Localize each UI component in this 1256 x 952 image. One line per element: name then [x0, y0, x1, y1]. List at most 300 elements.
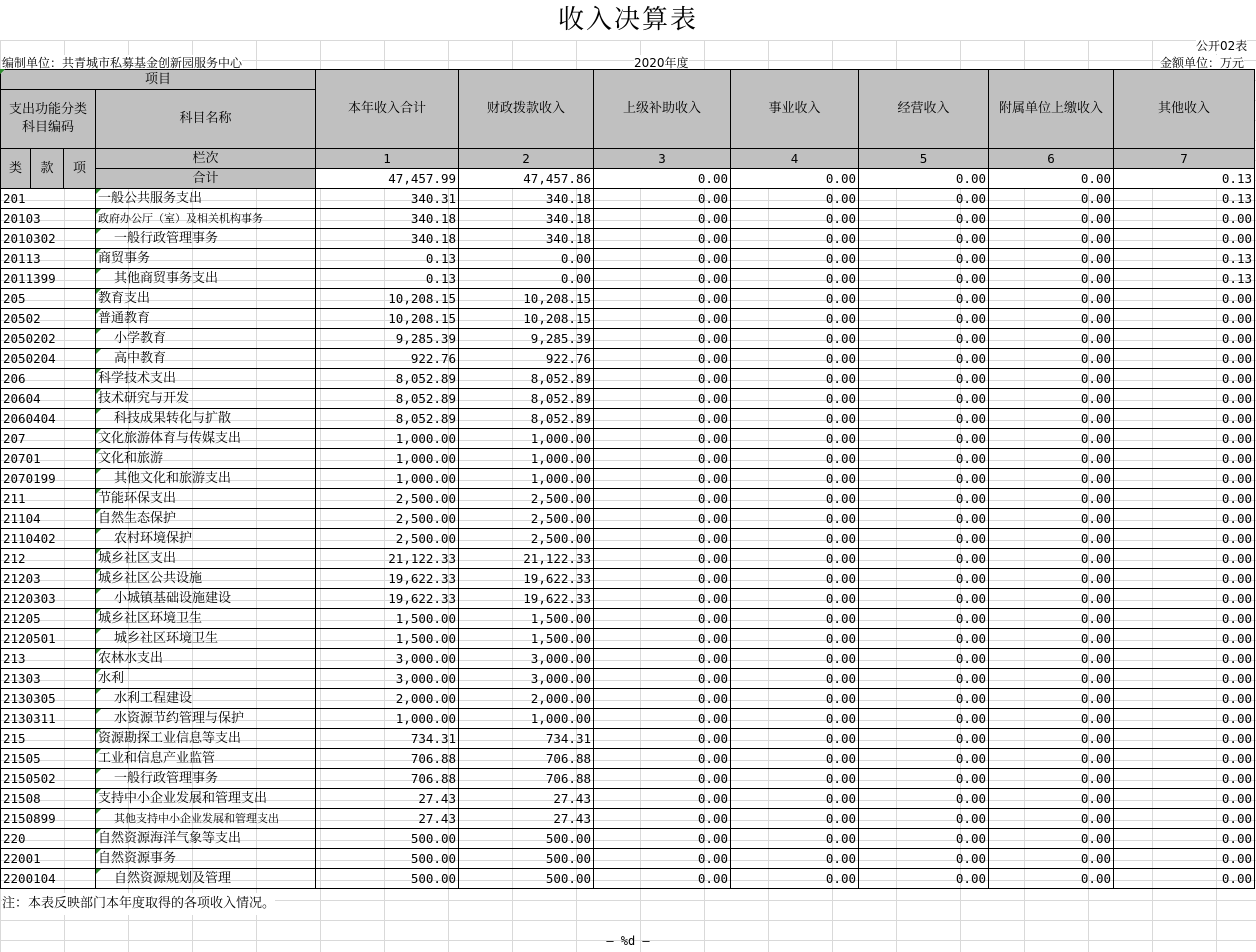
subject-code: 2120303	[1, 589, 96, 609]
amount-cell: 0.00	[731, 409, 859, 429]
subject-code: 20604	[1, 389, 96, 409]
amount-cell: 27.43	[316, 809, 459, 829]
subject-code: 2050202	[1, 329, 96, 349]
amount-cell: 8,052.89	[459, 369, 594, 389]
amount-cell: 0.00	[731, 229, 859, 249]
table-row	[1, 589, 1255, 609]
amount-cell: 0.00	[989, 809, 1114, 829]
amount-cell: 0.00	[594, 629, 731, 649]
amount-cell: 8,052.89	[316, 409, 459, 429]
subject-code: 2130311	[1, 709, 96, 729]
amount-cell: 0.00	[859, 349, 989, 369]
amount-cell: 0.00	[594, 589, 731, 609]
subject-name: 节能环保支出	[96, 489, 316, 509]
subject-name: 一般行政管理事务	[96, 229, 316, 249]
subject-code: 21303	[1, 669, 96, 689]
amount-cell: 0.00	[859, 649, 989, 669]
subject-name: 水利工程建设	[96, 689, 316, 709]
amount-cell: 2,500.00	[316, 529, 459, 549]
amount-cell: 0.00	[989, 709, 1114, 729]
table-row	[1, 429, 1255, 449]
compiling-unit: 编制单位：共青城市私募基金创新园服务中心	[2, 56, 243, 70]
col-num-5: 5	[859, 149, 989, 169]
amount-cell: 0.00	[1114, 849, 1255, 869]
amount-cell: 0.00	[1114, 289, 1255, 309]
amount-cell: 10,208.15	[459, 289, 594, 309]
amount-cell: 19,622.33	[459, 569, 594, 589]
amount-cell: 0.00	[989, 669, 1114, 689]
table-row	[1, 349, 1255, 369]
subject-code: 2150899	[1, 809, 96, 829]
table-row	[1, 709, 1255, 729]
amount-cell: 0.00	[594, 509, 731, 529]
amount-cell: 706.88	[316, 769, 459, 789]
amount-cell: 0.00	[731, 289, 859, 309]
amount-cell: 0.00	[1114, 349, 1255, 369]
subject-code: 215	[1, 729, 96, 749]
amount-cell: 0.00	[731, 849, 859, 869]
amount-cell: 340.18	[316, 229, 459, 249]
subject-code: 2070199	[1, 469, 96, 489]
table-row	[1, 769, 1255, 789]
amount-cell: 0.00	[1114, 649, 1255, 669]
amount-cell: 0.00	[859, 469, 989, 489]
amount-cell: 0.00	[989, 849, 1114, 869]
amount-cell: 0.00	[594, 729, 731, 749]
subject-name: 自然生态保护	[96, 509, 316, 529]
header-kuan: 款	[31, 149, 64, 189]
table-row	[1, 409, 1255, 429]
amount-cell: 0.00	[594, 549, 731, 569]
subject-code: 2200104	[1, 869, 96, 889]
amount-cell: 500.00	[316, 849, 459, 869]
amount-cell: 19,622.33	[459, 589, 594, 609]
amount-cell: 0.00	[989, 629, 1114, 649]
amount-cell: 0.00	[859, 489, 989, 509]
amount-cell: 0.00	[594, 229, 731, 249]
amount-cell: 0.00	[731, 629, 859, 649]
amount-cell: 0.00	[859, 369, 989, 389]
amount-cell: 0.00	[859, 589, 989, 609]
subject-name: 文化旅游体育与传媒支出	[96, 429, 316, 449]
amount-cell: 0.00	[1114, 389, 1255, 409]
amount-cell: 0.00	[989, 829, 1114, 849]
amount-cell: 1,000.00	[316, 709, 459, 729]
amount-cell: 0.00	[989, 289, 1114, 309]
amount-cell: 0.00	[459, 269, 594, 289]
income-table-container	[0, 69, 1255, 889]
amount-cell: 0.00	[731, 589, 859, 609]
amount-cell: 0.00	[731, 249, 859, 269]
amount-cell: 0.00	[731, 609, 859, 629]
amount-cell: 0.00	[989, 689, 1114, 709]
subject-name: 资源勘探工业信息等支出	[96, 729, 316, 749]
col-num-7: 7	[1114, 149, 1255, 169]
amount-cell: 0.13	[1114, 189, 1255, 209]
amount-cell: 0.00	[859, 309, 989, 329]
amount-cell: 1,000.00	[316, 449, 459, 469]
subject-name: 农林水支出	[96, 649, 316, 669]
amount-cell: 0.00	[731, 429, 859, 449]
amount-cell: 0.00	[859, 229, 989, 249]
amount-cell: 3,000.00	[316, 649, 459, 669]
table-note: 注：本表反映部门本年度取得的各项收入情况。	[2, 893, 275, 915]
amount-cell: 500.00	[316, 869, 459, 889]
amount-cell: 0.00	[731, 489, 859, 509]
amount-cell: 0.00	[989, 509, 1114, 529]
amount-cell: 0.00	[594, 849, 731, 869]
amount-cell: 0.00	[594, 409, 731, 429]
amount-cell: 0.00	[989, 409, 1114, 429]
amount-cell: 0.00	[594, 569, 731, 589]
table-row	[1, 649, 1255, 669]
header-xiang: 项	[64, 149, 96, 189]
subject-code: 2060404	[1, 409, 96, 429]
amount-cell: 0.00	[989, 649, 1114, 669]
amount-cell: 734.31	[316, 729, 459, 749]
subject-code: 21104	[1, 509, 96, 529]
amount-cell: 0.00	[459, 249, 594, 269]
amount-cell: 0.00	[859, 789, 989, 809]
amount-cell: 0.00	[731, 209, 859, 229]
subject-code: 220	[1, 829, 96, 849]
header-col-4: 事业收入	[731, 70, 859, 149]
amount-cell: 0.00	[594, 529, 731, 549]
amount-cell: 0.00	[1114, 689, 1255, 709]
amount-cell: 0.00	[731, 269, 859, 289]
table-row	[1, 449, 1255, 469]
amount-cell: 0.00	[1114, 589, 1255, 609]
amount-cell: 8,052.89	[316, 389, 459, 409]
subject-code: 201	[1, 189, 96, 209]
col-num-6: 6	[989, 149, 1114, 169]
amount-cell: 0.00	[989, 269, 1114, 289]
table-row	[1, 869, 1255, 889]
amount-cell: 0.00	[859, 549, 989, 569]
amount-cell: 0.00	[989, 729, 1114, 749]
amount-cell: 0.00	[594, 869, 731, 889]
subject-name: 政府办公厅（室）及相关机构事务	[96, 209, 316, 229]
amount-cell: 0.00	[731, 369, 859, 389]
subject-code: 2050204	[1, 349, 96, 369]
subject-code: 2011399	[1, 269, 96, 289]
table-row	[1, 249, 1255, 269]
amount-cell: 0.00	[594, 289, 731, 309]
amount-cell: 0.00	[594, 309, 731, 329]
table-row	[1, 629, 1255, 649]
subject-name: 高中教育	[96, 349, 316, 369]
subject-name: 一般公共服务支出	[96, 189, 316, 209]
amount-cell: 0.00	[1114, 769, 1255, 789]
total-value: 0.00	[731, 169, 859, 189]
amount-cell: 0.00	[859, 849, 989, 869]
subject-code: 21205	[1, 609, 96, 629]
amount-cell: 8,052.89	[316, 369, 459, 389]
col-num-3: 3	[594, 149, 731, 169]
amount-cell: 0.00	[859, 689, 989, 709]
amount-cell: 500.00	[459, 829, 594, 849]
amount-cell: 0.00	[731, 649, 859, 669]
header-col-2: 财政拨款收入	[459, 70, 594, 149]
amount-cell: 0.00	[859, 709, 989, 729]
amount-cell: 0.00	[594, 269, 731, 289]
header-column-index: 栏次	[96, 149, 316, 169]
subject-code: 20103	[1, 209, 96, 229]
amount-cell: 0.00	[594, 749, 731, 769]
amount-cell: 0.00	[1114, 489, 1255, 509]
subject-code: 22001	[1, 849, 96, 869]
amount-cell: 0.00	[989, 309, 1114, 329]
amount-cell: 340.18	[459, 229, 594, 249]
amount-cell: 0.00	[859, 669, 989, 689]
amount-cell: 0.00	[731, 529, 859, 549]
table-row	[1, 329, 1255, 349]
table-row	[1, 809, 1255, 829]
header-code-group: 支出功能分类科目编码	[1, 90, 96, 149]
total-value: 47,457.86	[459, 169, 594, 189]
amount-cell: 0.00	[989, 529, 1114, 549]
amount-cell: 0.00	[1114, 629, 1255, 649]
table-row	[1, 689, 1255, 709]
amount-cell: 0.00	[731, 309, 859, 329]
amount-cell: 0.00	[859, 569, 989, 589]
subject-name: 城乡社区公共设施	[96, 569, 316, 589]
amount-cell: 0.00	[1114, 329, 1255, 349]
amount-cell: 10,208.15	[459, 309, 594, 329]
subject-name: 其他支持中小企业发展和管理支出	[96, 809, 316, 829]
amount-cell: 0.00	[594, 469, 731, 489]
subject-name: 科技成果转化与扩散	[96, 409, 316, 429]
table-row	[1, 729, 1255, 749]
amount-cell: 9,285.39	[316, 329, 459, 349]
amount-cell: 3,000.00	[316, 669, 459, 689]
subject-code: 2120501	[1, 629, 96, 649]
amount-cell: 21,122.33	[316, 549, 459, 569]
subject-code: 212	[1, 549, 96, 569]
col-num-1: 1	[316, 149, 459, 169]
amount-cell: 0.00	[989, 469, 1114, 489]
amount-cell: 27.43	[316, 789, 459, 809]
amount-cell: 0.00	[594, 209, 731, 229]
table-row	[1, 189, 1255, 209]
subject-name: 其他文化和旅游支出	[96, 469, 316, 489]
amount-cell: 0.00	[859, 269, 989, 289]
amount-cell: 0.00	[1114, 529, 1255, 549]
header-col-7: 其他收入	[1114, 70, 1255, 149]
amount-cell: 0.00	[859, 209, 989, 229]
amount-cell: 706.88	[316, 749, 459, 769]
total-value: 0.00	[859, 169, 989, 189]
amount-cell: 500.00	[459, 869, 594, 889]
total-value: 0.00	[989, 169, 1114, 189]
amount-cell: 0.00	[859, 409, 989, 429]
amount-cell: 0.00	[594, 609, 731, 629]
header-item: 项目	[1, 70, 316, 90]
table-row	[1, 469, 1255, 489]
amount-cell: 0.00	[594, 769, 731, 789]
amount-cell: 0.00	[1114, 669, 1255, 689]
subject-code: 207	[1, 429, 96, 449]
amount-cell: 10,208.15	[316, 289, 459, 309]
amount-cell: 0.00	[1114, 429, 1255, 449]
subject-code: 20113	[1, 249, 96, 269]
amount-cell: 0.00	[989, 789, 1114, 809]
amount-cell: 0.00	[989, 769, 1114, 789]
income-table	[0, 69, 1255, 889]
subject-name: 水资源节约管理与保护	[96, 709, 316, 729]
amount-cell: 0.00	[859, 829, 989, 849]
amount-cell: 0.00	[859, 449, 989, 469]
subject-code: 20701	[1, 449, 96, 469]
amount-cell: 0.00	[1114, 749, 1255, 769]
amount-cell: 0.00	[1114, 789, 1255, 809]
amount-cell: 922.76	[459, 349, 594, 369]
amount-cell: 0.00	[989, 349, 1114, 369]
subject-code: 20502	[1, 309, 96, 329]
subject-name: 小城镇基础设施建设	[96, 589, 316, 609]
amount-cell: 0.13	[1114, 249, 1255, 269]
subject-name: 其他商贸事务支出	[96, 269, 316, 289]
amount-cell: 0.00	[859, 189, 989, 209]
header-subject-name: 科目名称	[96, 90, 316, 149]
amount-cell: 0.00	[731, 689, 859, 709]
amount-cell: 0.00	[859, 329, 989, 349]
amount-cell: 0.00	[859, 769, 989, 789]
table-row	[1, 669, 1255, 689]
subject-name: 自然资源海洋气象等支出	[96, 829, 316, 849]
amount-cell: 2,000.00	[459, 689, 594, 709]
subject-name: 技术研究与开发	[96, 389, 316, 409]
subject-code: 2110402	[1, 529, 96, 549]
amount-cell: 0.00	[989, 249, 1114, 269]
subject-code: 206	[1, 369, 96, 389]
subject-name: 工业和信息产业监管	[96, 749, 316, 769]
amount-cell: 0.00	[989, 489, 1114, 509]
total-label: 合计	[96, 169, 316, 189]
amount-cell: 0.00	[859, 809, 989, 829]
subject-code: 2150502	[1, 769, 96, 789]
table-row	[1, 609, 1255, 629]
header-col-1: 本年收入合计	[316, 70, 459, 149]
amount-cell: 0.00	[1114, 209, 1255, 229]
subject-name: 水利	[96, 669, 316, 689]
amount-cell: 0.00	[594, 829, 731, 849]
amount-cell: 0.00	[859, 529, 989, 549]
amount-cell: 0.00	[989, 449, 1114, 469]
header-lei: 类	[1, 149, 31, 189]
amount-cell: 0.00	[989, 229, 1114, 249]
amount-cell: 0.00	[731, 729, 859, 749]
amount-cell: 1,000.00	[316, 429, 459, 449]
amount-cell: 0.00	[989, 609, 1114, 629]
amount-cell: 0.00	[731, 389, 859, 409]
amount-cell: 0.00	[989, 589, 1114, 609]
subject-name: 自然资源事务	[96, 849, 316, 869]
subject-name: 科学技术支出	[96, 369, 316, 389]
amount-cell: 0.00	[594, 369, 731, 389]
amount-cell: 706.88	[459, 769, 594, 789]
table-row	[1, 309, 1255, 329]
page-title: 收入决算表	[0, 0, 1256, 40]
subject-code: 21203	[1, 569, 96, 589]
amount-cell: 0.00	[731, 749, 859, 769]
amount-cell: 0.00	[594, 669, 731, 689]
amount-cell: 0.00	[594, 649, 731, 669]
table-row	[1, 849, 1255, 869]
total-value: 0.00	[594, 169, 731, 189]
amount-cell: 0.00	[731, 829, 859, 849]
amount-cell: 0.00	[989, 569, 1114, 589]
amount-cell: 10,208.15	[316, 309, 459, 329]
table-row	[1, 569, 1255, 589]
subject-name: 自然资源规划及管理	[96, 869, 316, 889]
fiscal-year: 2020年度	[634, 56, 689, 70]
amount-cell: 0.00	[1114, 869, 1255, 889]
amount-cell: 0.00	[1114, 409, 1255, 429]
amount-cell: 0.00	[1114, 609, 1255, 629]
amount-cell: 0.00	[731, 709, 859, 729]
amount-cell: 340.31	[316, 189, 459, 209]
amount-cell: 0.00	[594, 689, 731, 709]
subject-code: 213	[1, 649, 96, 669]
subject-name: 城乡社区支出	[96, 549, 316, 569]
table-row	[1, 369, 1255, 389]
amount-cell: 0.00	[989, 189, 1114, 209]
amount-cell: 0.00	[1114, 509, 1255, 529]
amount-cell: 0.00	[731, 189, 859, 209]
amount-cell: 2,500.00	[316, 489, 459, 509]
amount-cell: 0.00	[731, 869, 859, 889]
amount-cell: 340.18	[316, 209, 459, 229]
amount-cell: 0.13	[316, 269, 459, 289]
table-row	[1, 269, 1255, 289]
subject-name: 商贸事务	[96, 249, 316, 269]
table-number: 公开02表	[1196, 39, 1248, 53]
amount-cell: 0.00	[859, 289, 989, 309]
amount-cell: 2,500.00	[459, 489, 594, 509]
subject-name: 支持中小企业发展和管理支出	[96, 789, 316, 809]
amount-cell: 1,000.00	[459, 469, 594, 489]
amount-cell: 0.00	[1114, 229, 1255, 249]
amount-cell: 0.00	[859, 509, 989, 529]
amount-cell: 0.00	[1114, 709, 1255, 729]
amount-cell: 2,500.00	[459, 529, 594, 549]
amount-cell: 3,000.00	[459, 649, 594, 669]
amount-cell: 9,285.39	[459, 329, 594, 349]
amount-cell: 0.00	[731, 549, 859, 569]
amount-cell: 0.00	[594, 709, 731, 729]
subject-name: 教育支出	[96, 289, 316, 309]
amount-cell: 0.00	[1114, 729, 1255, 749]
table-row	[1, 289, 1255, 309]
header-col-6: 附属单位上缴收入	[989, 70, 1114, 149]
amount-cell: 0.00	[989, 369, 1114, 389]
amount-cell: 0.00	[1114, 829, 1255, 849]
amount-cell: 0.00	[731, 469, 859, 489]
amount-cell: 1,500.00	[316, 629, 459, 649]
amount-cell: 0.00	[731, 349, 859, 369]
amount-cell: 1,500.00	[316, 609, 459, 629]
amount-cell: 0.00	[1114, 569, 1255, 589]
amount-cell: 21,122.33	[459, 549, 594, 569]
table-row	[1, 389, 1255, 409]
header-col-5: 经营收入	[859, 70, 989, 149]
amount-cell: 0.00	[859, 609, 989, 629]
subject-code: 211	[1, 489, 96, 509]
amount-cell: 0.00	[594, 789, 731, 809]
amount-cell: 1,000.00	[459, 449, 594, 469]
total-value: 47,457.99	[316, 169, 459, 189]
